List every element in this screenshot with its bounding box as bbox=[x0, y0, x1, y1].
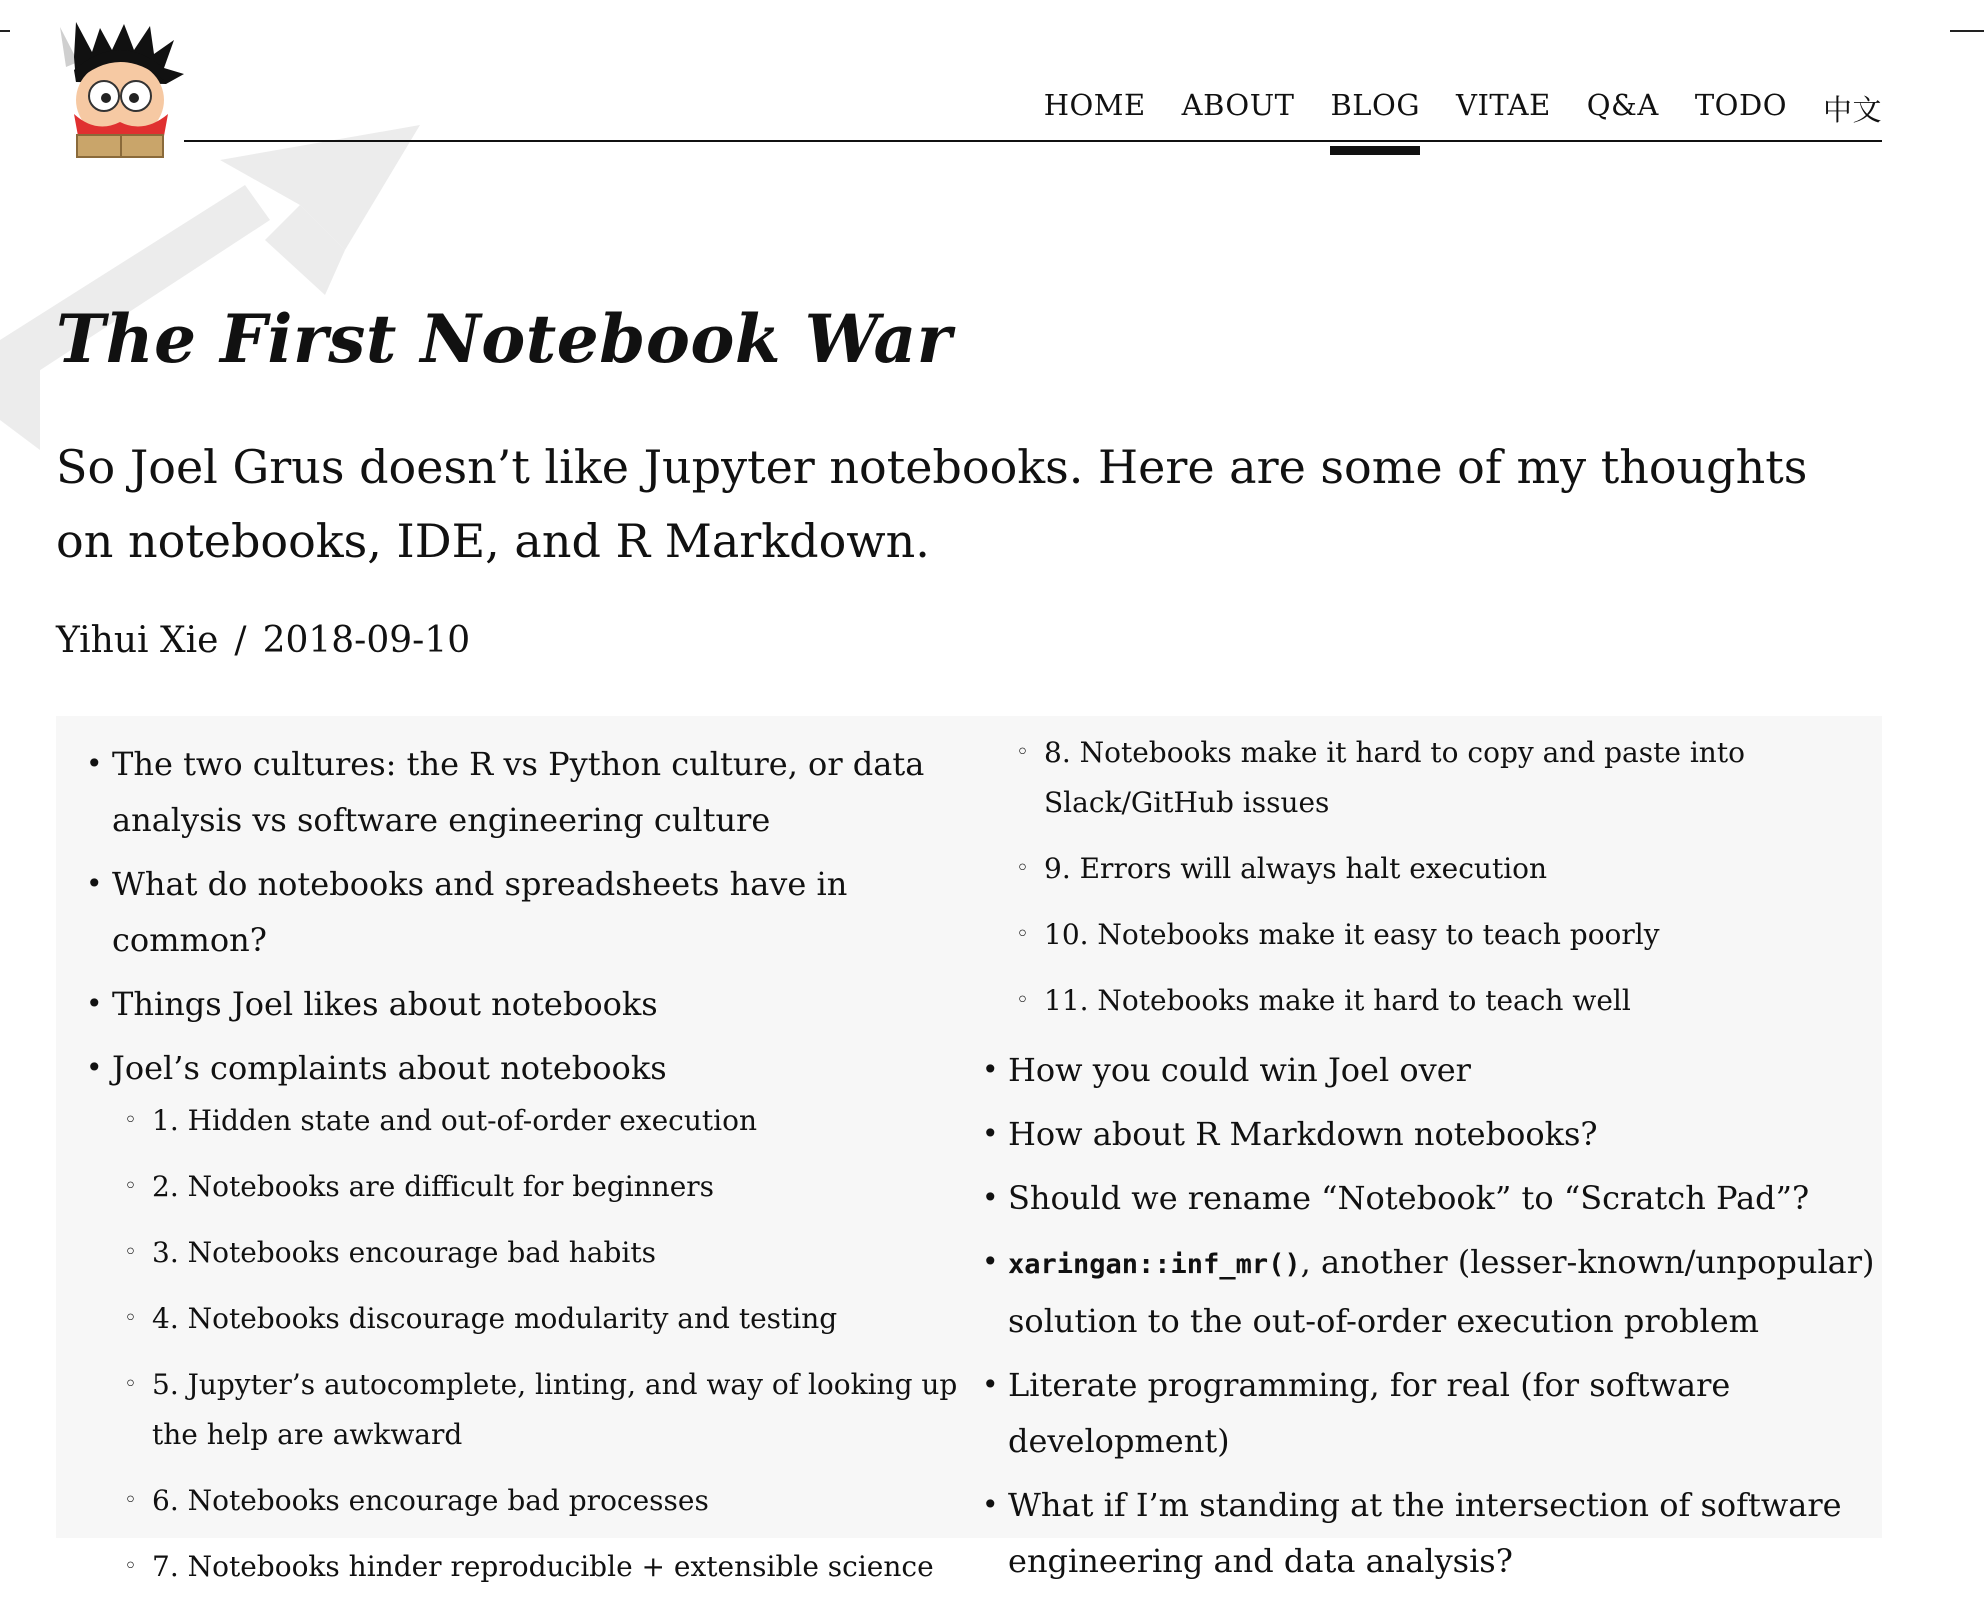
toc-item bbox=[1008, 1357, 1882, 1469]
toc-link-complaint-2[interactable]: 2. Notebooks are difficult for beginners bbox=[152, 1170, 715, 1203]
toc-link-xaringan-text: , another (lesser-known/unpopular) solution to the out-of-order execution problem bbox=[1008, 1243, 1875, 1340]
toc-link-complaints[interactable]: Joel’s complaints about notebooks bbox=[112, 1049, 667, 1087]
toc-link-win-joel[interactable]: How you could win Joel over bbox=[1008, 1051, 1471, 1089]
toc-link-likes[interactable]: Things Joel likes about notebooks bbox=[112, 985, 658, 1023]
toc-list-left bbox=[56, 716, 976, 1592]
toc-link-spreadsheets[interactable]: What do notebooks and spreadsheets have in common? bbox=[112, 865, 848, 959]
nav-qa[interactable]: Q&A bbox=[1586, 88, 1659, 122]
toc-link-complaint-3[interactable]: 3. Notebooks encourage bad habits bbox=[152, 1236, 656, 1269]
post-subtitle: So Joel Grus doesn’t like Jupyter notebooks. Here are some of my thoughts on notebooks, IDE, and R Markdown. bbox=[56, 440, 1808, 568]
toc-subitem bbox=[1044, 728, 1882, 828]
toc-link-complaint-5[interactable]: 5. Jupyter’s autocomplete, linting, and way of looking up the help are awkward bbox=[152, 1368, 958, 1451]
toc-item bbox=[1008, 1106, 1882, 1162]
post-byline bbox=[56, 620, 470, 661]
toc-item bbox=[112, 976, 976, 1032]
table-of-contents bbox=[56, 716, 1882, 1583]
nav-menu bbox=[1044, 88, 1882, 143]
toc-link-complaint-4[interactable]: 4. Notebooks discourage modularity and testing bbox=[152, 1302, 838, 1335]
toc-link-intersection[interactable]: What if I’m standing at the intersection of software engineering and data analysis? bbox=[1008, 1486, 1842, 1580]
site-logo-icon[interactable] bbox=[56, 22, 186, 157]
toc-subitem bbox=[152, 1360, 976, 1460]
toc-item bbox=[1008, 1234, 1882, 1349]
background-arrow-icon bbox=[0, 120, 480, 460]
toc-link-complaint-10[interactable]: 10. Notebooks make it easy to teach poorly bbox=[1044, 918, 1660, 951]
toc-subitem bbox=[152, 1162, 976, 1212]
toc-column-right bbox=[976, 716, 1882, 1597]
nav-vitae[interactable]: VITAE bbox=[1456, 88, 1551, 122]
toc-column-left bbox=[56, 716, 976, 1608]
toc-item bbox=[1008, 1170, 1882, 1226]
post-title: The First Notebook War bbox=[56, 300, 953, 378]
toc-link-complaint-6[interactable]: 6. Notebooks encourage bad processes bbox=[152, 1484, 709, 1517]
toc-subitem bbox=[152, 1096, 976, 1146]
nav-about[interactable]: ABOUT bbox=[1181, 88, 1295, 122]
toc-item bbox=[112, 1040, 976, 1592]
corner-mark-right bbox=[1950, 30, 1984, 32]
toc-link-two-cultures[interactable]: The two cultures: the R vs Python culture, or data analysis vs software engineering culture bbox=[112, 745, 925, 839]
toc-link-rmarkdown[interactable]: How about R Markdown notebooks? bbox=[1008, 1115, 1598, 1153]
post-author: Yihui Xie bbox=[56, 620, 219, 661]
toc-subitem bbox=[152, 1294, 976, 1344]
byline-separator: / bbox=[234, 620, 247, 661]
toc-link-complaint-8[interactable]: 8. Notebooks make it hard to copy and paste into Slack/GitHub issues bbox=[1044, 736, 1745, 819]
toc-list-right bbox=[976, 1042, 1882, 1589]
toc-item bbox=[1008, 1042, 1882, 1098]
toc-item bbox=[1008, 1477, 1882, 1589]
post-date: 2018-09-10 bbox=[262, 620, 471, 661]
nav-blog[interactable]: BLOG bbox=[1330, 88, 1420, 143]
nav-todo[interactable]: TODO bbox=[1694, 88, 1787, 122]
main-nav bbox=[184, 88, 1882, 142]
toc-link-complaint-9[interactable]: 9. Errors will always halt execution bbox=[1044, 852, 1548, 885]
toc-subitem bbox=[1044, 910, 1882, 960]
toc-complaints-sublist bbox=[112, 1096, 976, 1592]
toc-link-rename[interactable]: Should we rename “Notebook” to “Scratch Pad”? bbox=[1008, 1179, 1810, 1217]
nav-chinese[interactable]: 中文 bbox=[1822, 93, 1882, 127]
toc-link-complaint-11[interactable]: 11. Notebooks make it hard to teach well bbox=[1044, 984, 1631, 1017]
toc-subitem bbox=[1044, 976, 1882, 1026]
toc-item bbox=[112, 856, 976, 968]
toc-subitem bbox=[152, 1228, 976, 1278]
xaringan-code: xaringan::inf_mr() bbox=[1008, 1249, 1301, 1280]
corner-mark-left bbox=[0, 30, 10, 32]
toc-complaints-sublist-continued bbox=[976, 716, 1882, 1026]
toc-link-literate[interactable]: Literate programming, for real (for software development) bbox=[1008, 1366, 1731, 1460]
toc-subitem bbox=[152, 1476, 976, 1526]
toc-link-complaint-1[interactable]: 1. Hidden state and out-of-order execution bbox=[152, 1104, 757, 1137]
page bbox=[56, 0, 1882, 1583]
toc-link-xaringan[interactable] bbox=[1008, 1243, 1875, 1340]
toc-subitem bbox=[1044, 844, 1882, 894]
toc-subitem bbox=[152, 1542, 976, 1592]
toc-item bbox=[112, 736, 976, 848]
nav-home[interactable]: HOME bbox=[1043, 88, 1146, 122]
toc-link-complaint-7[interactable]: 7. Notebooks hinder reproducible + extensible science bbox=[152, 1550, 934, 1583]
